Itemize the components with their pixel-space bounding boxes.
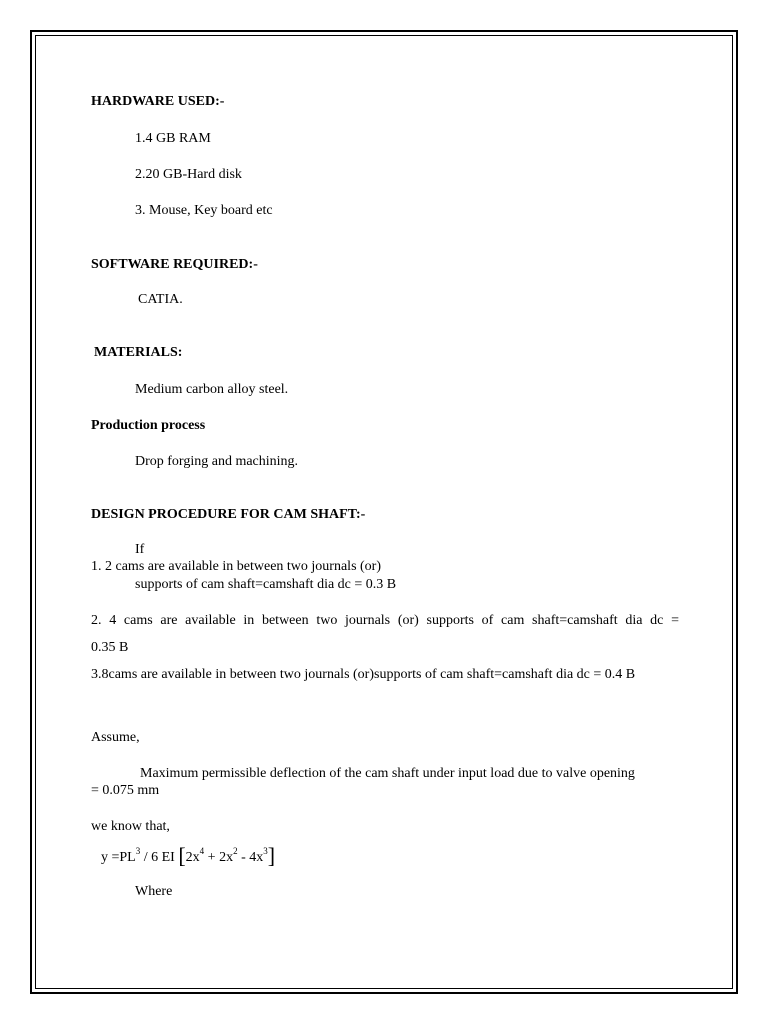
hardware-item-hard-disk: 2.20 GB-Hard disk: [135, 167, 242, 182]
formula-term-3: - 4x: [241, 850, 264, 865]
formula-intro: we know that,: [91, 819, 170, 834]
assume-line-1: Maximum permissible deflection of the cam shaft under input load due to valve opening: [140, 766, 635, 781]
deflection-formula: [101, 845, 275, 866]
software-heading: SOFTWARE REQUIRED:-: [91, 257, 258, 272]
formula-term-2: + 2x: [207, 850, 234, 865]
formula-term-1-exponent: 4: [199, 846, 205, 857]
formula-lhs-exponent: 3: [135, 846, 141, 857]
formula-term-1: 2x: [185, 850, 200, 865]
hardware-heading: HARDWARE USED:-: [91, 94, 225, 109]
production-item: Drop forging and machining.: [135, 454, 299, 469]
formula-term-3-exponent: 3: [263, 846, 268, 857]
formula-bracket-close: ]: [267, 843, 276, 868]
design-point-1-line-1: 1. 2 cams are available in between two journals (or): [91, 559, 382, 574]
design-point-2-line-2: 0.35 B: [91, 640, 129, 655]
design-point-1-line-2: supports of cam shaft=camshaft dia dc = 0.3 B: [135, 577, 397, 592]
design-point-3: 3.8cams are available in between two journals (or)supports of cam shaft=camshaft dia dc = 0.4 B: [91, 667, 636, 682]
design-point-2-line-1: 2. 4 cams are available in between two journals (or) supports of cam shaft=camshaft dia dc =: [91, 613, 679, 628]
software-item: CATIA.: [138, 292, 183, 307]
formula-term-2-exponent: 2: [233, 846, 238, 857]
hardware-item-peripherals: 3. Mouse, Key board etc: [135, 203, 273, 218]
formula-bracket-open: [: [178, 843, 186, 868]
formula-divisor: / 6 EI: [143, 850, 175, 865]
hardware-item-ram: 1.4 GB RAM: [135, 131, 211, 146]
design-if-label: If: [135, 542, 145, 557]
formula-where: Where: [135, 884, 173, 899]
design-heading: DESIGN PROCEDURE FOR CAM SHAFT:-: [91, 507, 366, 522]
assume-line-2: = 0.075 mm: [91, 783, 160, 798]
production-heading: Production process: [91, 418, 206, 433]
assume-label: Assume,: [91, 730, 140, 745]
materials-item: Medium carbon alloy steel.: [135, 382, 289, 397]
formula-lhs: y =PL: [101, 850, 136, 865]
materials-heading: MATERIALS:: [94, 345, 183, 360]
